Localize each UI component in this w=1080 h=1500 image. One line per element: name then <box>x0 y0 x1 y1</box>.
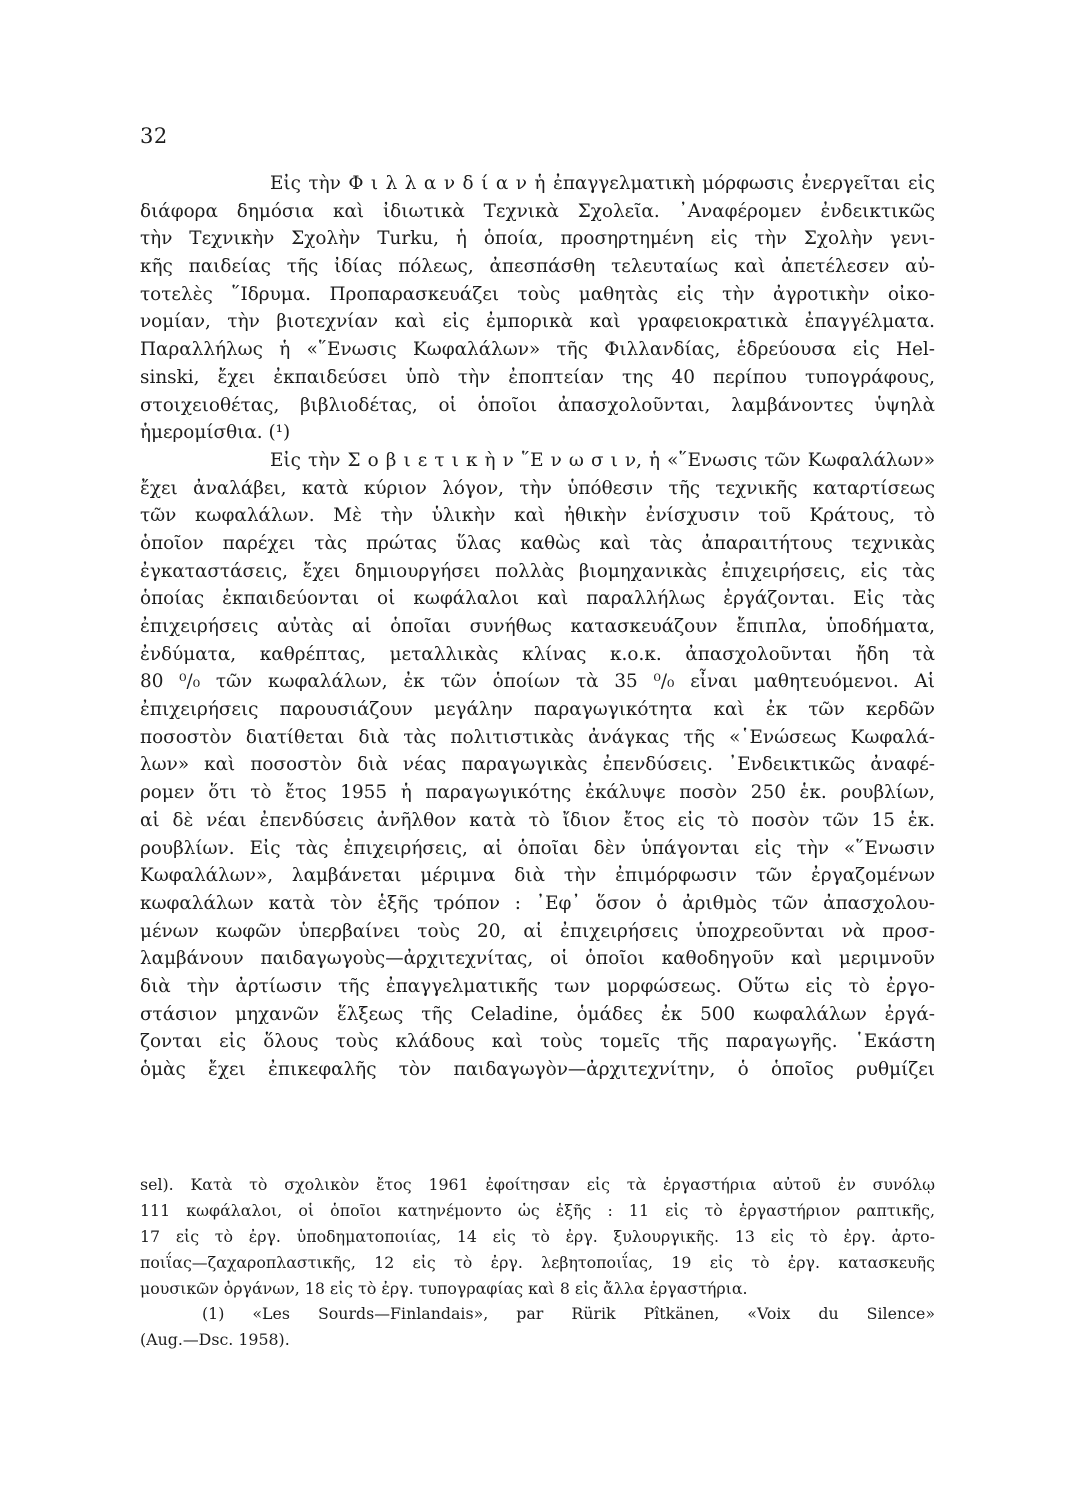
text-line: Παραλλήλως ἡ «῞Ενωσις Κωφαλάλων» τῆς Φιλλανδίας, ἑδρεύουσα εἰς Hel- <box>140 339 935 361</box>
text-line: αἱ δὲ νέαι ἐπενδύσεις ἀνῆλθον κατὰ τὸ ἴδιον ἔτος εἰς τὸ ποσὸν τῶν 15 ἑκ. <box>140 809 935 831</box>
footnotes <box>140 1172 935 1353</box>
text-line: τὴν Τεχνικὴν Σχολὴν Turku, ἡ ὁποία, προσηρτημένη εἰς τὴν Σχολὴν γενι- <box>140 228 935 250</box>
text-line: διὰ τὴν ἀρτίωσιν τῆς ἐπαγγελματικῆς των μορφώσεως. Οὕτω εἰς τὸ ἐργο- <box>140 975 935 997</box>
text-line: ἐγκαταστάσεις, ἔχει δημιουργήσει πολλὰς βιομηχανικὰς ἐπιχειρήσεις, εἰς τὰς <box>140 560 935 582</box>
footnote-line: 17 εἰς τὸ ἐργ. ὑποδηματοποιίας, 14 εἰς τὸ ἐργ. ξυλουργικῆς. 13 εἰς τὸ ἐργ. ἀρτο- <box>140 1226 935 1246</box>
text-line: ζονται εἰς ὅλους τοὺς κλάδους καὶ τοὺς τομεῖς τῆς παραγωγῆς. ῾Εκάστη <box>140 1031 935 1053</box>
text-line: κωφαλάλων κατὰ τὸν ἑξῆς τρόπον : ᾿Εφ᾿ ὅσον ὁ ἀριθμὸς τῶν ἀπασχολου- <box>140 892 935 914</box>
text-line: λαμβάνουν παιδαγωγοὺς—ἀρχιτεχνίτας, οἱ ὁποῖοι καθοδηγοῦν καὶ μεριμνοῦν <box>140 948 935 970</box>
text-line: μένων κωφῶν ὑπερβαίνει τοὺς 20, αἱ ἐπιχειρήσεις ὑποχρεοῦνται νὰ προσ- <box>140 920 935 942</box>
text-line: Κωφαλάλων», λαμβάνεται μέριμνα διὰ τὴν ἐπιμόρφωσιν τῶν ἐργαζομένων <box>140 865 935 887</box>
text-line: ὁμὰς ἔχει ἐπικεφαλῆς τὸν παιδαγωγὸν—ἀρχιτεχνίτην, ὁ ὁποῖος ρυθμίζει <box>140 1059 935 1080</box>
text-line: τῶν κωφαλάλων. Μὲ τὴν ὑλικὴν καὶ ἠθικὴν ἐνίσχυσιν τοῦ Κράτους, τὸ <box>140 505 935 527</box>
body-text <box>140 170 935 1084</box>
text-line: Εἰς τὴν Φ ι λ λ α ν δ ί α ν ἡ ἐπαγγελματικὴ μόρφωσις ἐνεργεῖται εἰς <box>270 173 935 194</box>
text-line: κῆς παιδείας τῆς ἰδίας πόλεως, ἀπεσπάσθη τελευταίως καὶ ἀπετέλεσεν αὐ- <box>140 256 935 278</box>
footnote-line: (Aug.—Dsc. 1958). <box>140 1330 290 1350</box>
text-line: στάσιον μηχανῶν ἕλξεως τῆς Celadine, ὁμάδες ἐκ 500 κωφαλάλων ἐργά- <box>140 1003 935 1025</box>
text-line: ἡμερομίσθια. (¹) <box>140 422 291 444</box>
text-line: ἔχει ἀναλάβει, κατὰ κύριον λόγον, τὴν ὑπόθεσιν τῆς τεχνικῆς καταρτίσεως <box>140 477 935 499</box>
text-line: τοτελὲς ῞Ιδρυμα. Προπαρασκευάζει τοὺς μαθητὰς εἰς τὴν ἀγροτικὴν οἰκο- <box>140 283 935 305</box>
footnote-line: 111 κωφάλαλοι, οἱ ὁποῖοι κατηνέμοντο ὡς ἑξῆς : 11 εἰς τὸ ἐργαστήριον ραπτικῆς, <box>140 1200 935 1220</box>
text-line: ρομεν ὅτι τὸ ἔτος 1955 ἡ παραγωγικότης ἐκάλυψε ποσὸν 250 ἑκ. ρουβλίων, <box>140 782 935 804</box>
text-line: νομίαν, τὴν βιοτεχνίαν καὶ εἰς ἐμπορικὰ καὶ γραφειοκρατικὰ ἐπαγγέλματα. <box>140 311 935 333</box>
footnote-line: sel). Κατὰ τὸ σχολικὸν ἔτος 1961 ἐφοίτησαν εἰς τὰ ἐργαστήρια αὐτοῦ ἐν συνόλῳ <box>140 1175 935 1194</box>
text-line: ἐπιχειρήσεις παρουσιάζουν μεγάλην παραγωγικότητα καὶ ἐκ τῶν κερδῶν <box>140 699 935 721</box>
text-line: sinski, ἔχει ἐκπαιδεύσει ὑπὸ τὴν ἐποπτείαν της 40 περίπου τυπογράφους, <box>140 366 935 388</box>
text-line: λων» καὶ ποσοστὸν διὰ νέας παραγωγικὰς ἐπενδύσεις. ᾿Ενδεικτικῶς ἀναφέ- <box>140 754 935 776</box>
footnote-line: ποιΐας—ζαχαροπλαστικῆς, 12 εἰς τὸ ἐργ. λεβητοποιΐας, 19 εἰς τὸ ἐργ. κατασκευῆς <box>140 1252 935 1272</box>
text-line: ὁποίας ἐκπαιδεύονται οἱ κωφάλαλοι καὶ παραλλήλως ἐργάζονται. Εἰς τὰς <box>140 588 935 610</box>
text-line: διάφορα δημόσια καὶ ἰδιωτικὰ Τεχνικὰ Σχολεῖα. ᾿Αναφέρομεν ἐνδεικτικῶς <box>140 200 935 222</box>
text-line: ὁποῖον παρέχει τὰς πρώτας ὕλας καθὼς καὶ τὰς ἀπαραιτήτους τεχνικὰς <box>140 532 935 554</box>
text-line: ἐνδύματα, καθρέπτας, μεταλλικὰς κλίνας κ.ο.κ. ἀπασχολοῦνται ἤδη τὰ <box>140 643 935 665</box>
footnote-line: μουσικῶν ὀργάνων, 18 εἰς τὸ ἐργ. τυπογραφίας καὶ 8 εἰς ἄλλα ἐργαστήρια. <box>140 1278 748 1298</box>
footnote-line: (1) «Les Sourds—Finlandais», par Rürik Pîtkänen, «Voix du Silence» <box>202 1304 935 1324</box>
text-line: ἐπιχειρήσεις αὐτὰς αἱ ὁποῖαι συνήθως κατασκευάζουν ἔπιπλα, ὑποδήματα, <box>140 616 935 637</box>
text-line: ρουβλίων. Εἰς τὰς ἐπιχειρήσεις, αἱ ὁποῖαι δὲν ὑπάγονται εἰς τὴν «῞Ενωσιν <box>140 837 935 859</box>
text-line: 80 ⁰/₀ τῶν κωφαλάλων, ἐκ τῶν ὁποίων τὰ 35 ⁰/₀ εἶναι μαθητευόμενοι. Αἱ <box>140 671 935 693</box>
page-number: 32 <box>140 124 168 148</box>
text-line: στοιχειοθέτας, βιβλιοδέτας, οἱ ὁποῖοι ἀπασχολοῦνται, λαμβάνοντες ὑψηλὰ <box>140 394 935 416</box>
text-line: ποσοστὸν διατίθεται διὰ τὰς πολιτιστικὰς ἀνάγκας τῆς «῾Ενώσεως Κωφαλά- <box>140 726 935 748</box>
text-line: Εἰς τὴν Σ ο β ι ε τ ι κ ὴ ν ῞Ε ν ω σ ι ν, ἡ «῞Ενωσις τῶν Κωφαλάλων» <box>270 449 935 471</box>
